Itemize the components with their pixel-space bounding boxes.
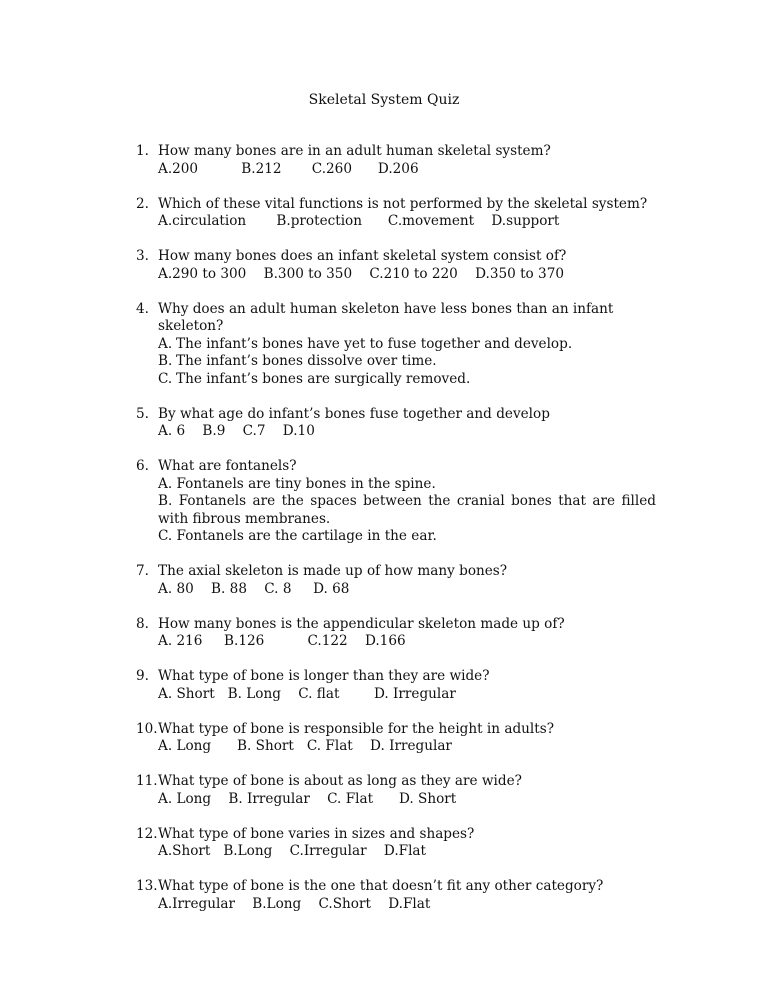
option-text: The infant’s bones dissolve over time. xyxy=(176,353,437,369)
answer-options: A.circulation B.protection C.movement D.support xyxy=(158,213,560,229)
question-text: Which of these vital functions is not performed by the skeletal system? xyxy=(158,195,648,212)
question-9 xyxy=(136,668,656,703)
answer-options: A.290 to 300 B.300 to 350 C.210 to 220 D.350 to 370 xyxy=(158,265,564,282)
option-text: The infant’s bones have yet to fuse together and develop. xyxy=(176,335,573,352)
question-7 xyxy=(136,563,656,598)
answer-option-a xyxy=(158,336,656,354)
question-3 xyxy=(136,248,656,283)
question-text: What type of bone is the one that doesn’t fit any other category? xyxy=(158,878,604,894)
question-number: 11. xyxy=(136,773,158,789)
question-12 xyxy=(136,826,656,861)
question-text: What type of bone is about as long as they are wide? xyxy=(158,773,522,789)
question-text: What are fontanels? xyxy=(158,458,297,474)
question-number: 6. xyxy=(136,458,149,474)
question-number: 13. xyxy=(136,878,158,894)
question-text: What type of bone varies in sizes and shapes? xyxy=(158,825,475,842)
question-number: 2. xyxy=(136,195,149,212)
answer-option-b xyxy=(158,353,656,371)
answer-options: A.Short B.Long C.Irregular D.Flat xyxy=(158,843,426,859)
question-8 xyxy=(136,616,656,651)
answer-options: A.Irregular B.Long C.Short D.Flat xyxy=(158,895,431,912)
answer-options: A. 80 B. 88 C. 8 D. 68 xyxy=(158,580,350,597)
answer-options: A.200 B.212 C.260 D.206 xyxy=(158,160,419,177)
question-4 xyxy=(136,301,656,389)
question-text: What type of bone is responsible for the height in adults? xyxy=(158,720,554,737)
question-number: 7. xyxy=(136,563,149,579)
question-number: 12. xyxy=(136,825,158,842)
option-letter: B. xyxy=(158,353,173,369)
answer-option-a: A. Fontanels are tiny bones in the spine. xyxy=(158,475,436,492)
question-number: 10. xyxy=(136,720,158,737)
question-text: By what age do infant’s bones fuse together and develop xyxy=(158,405,550,422)
question-list xyxy=(136,143,656,931)
page-title: Skeletal System Quiz xyxy=(308,92,460,108)
answer-option-c: C. Fontanels are the cartilage in the ear. xyxy=(158,528,437,544)
option-text: The infant’s bones are surgically removed. xyxy=(176,370,471,387)
answer-options: A. 6 B.9 C.7 D.10 xyxy=(158,423,315,439)
question-text: What type of bone is longer than they are wide? xyxy=(158,668,490,684)
question-number: 3. xyxy=(136,248,149,264)
question-text: Why does an adult human skeleton have less bones than an infant skeleton? xyxy=(158,300,614,334)
question-5 xyxy=(136,406,656,441)
answer-option-c xyxy=(158,371,656,389)
answer-options: A. Long B. Irregular C. Flat D. Short xyxy=(158,790,457,807)
question-11 xyxy=(136,773,656,808)
question-number: 1. xyxy=(136,143,149,159)
question-text: The axial skeleton is made up of how many bones? xyxy=(158,563,508,579)
option-letter: A. xyxy=(158,335,173,352)
answer-options: A. Long B. Short C. Flat D. Irregular xyxy=(158,738,452,754)
question-1 xyxy=(136,143,656,178)
answer-options: A. 216 B.126 C.122 D.166 xyxy=(158,633,406,649)
question-number: 4. xyxy=(136,300,149,317)
option-letter: C. xyxy=(158,370,173,387)
question-13 xyxy=(136,878,656,913)
question-text: How many bones is the appendicular skeleton made up of? xyxy=(158,615,565,632)
answer-option-b: B. Fontanels are the spaces between the cranial bones that are filled with fibrous membranes. xyxy=(158,493,656,527)
question-6 xyxy=(136,458,656,546)
question-10 xyxy=(136,721,656,756)
question-number: 5. xyxy=(136,405,149,422)
question-2 xyxy=(136,196,656,231)
question-number: 8. xyxy=(136,615,149,632)
answer-options: A. Short B. Long C. flat D. Irregular xyxy=(158,685,456,702)
question-text: How many bones are in an adult human skeletal system? xyxy=(158,143,551,159)
question-text: How many bones does an infant skeletal system consist of? xyxy=(158,248,567,264)
question-number: 9. xyxy=(136,668,149,684)
